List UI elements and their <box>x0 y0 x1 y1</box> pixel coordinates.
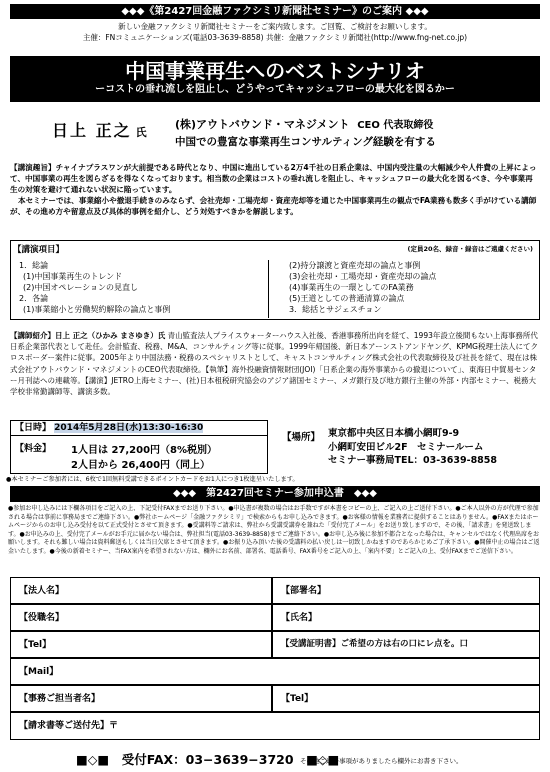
person-name-field[interactable]: 【氏名】 <box>272 604 540 631</box>
fee-label: 【料金】 <box>15 444 52 454</box>
speaker-bio <box>10 330 540 397</box>
billing-address-field[interactable]: 【請求書等ご送付先】〒 <box>10 712 540 740</box>
lecture-item: (2)持分譲渡と資産売却の論点と事例 <box>289 261 421 270</box>
seminar-date: 2014年5月28日(水)13:30-16:30 <box>54 423 204 433</box>
speaker-honorific: 氏 <box>135 126 149 139</box>
department-field[interactable]: 【部署名】 <box>272 577 540 604</box>
lecture-item: (4)事業再生の一環としてのFA業務 <box>289 283 414 292</box>
fee-second: 2人目から 26,400円（同上） <box>71 460 211 471</box>
tel-field[interactable]: 【Tel】 <box>10 631 272 658</box>
seminar-title: 中国事業再生へのベストシナリオ <box>125 59 425 83</box>
seminar-title-block <box>10 56 540 102</box>
fax-number: ■◇■ 受付FAX：03−3639−3720 ■◇■ <box>76 752 340 767</box>
lecture-item: 2．各論 <box>19 294 49 303</box>
schedule-box <box>10 420 268 474</box>
seminar-subtitle: ーコストの垂れ流しを阻止し、どうやってキャッシュフローの最大化を図るかー <box>95 84 455 95</box>
lecture-item: 1．総論 <box>19 261 49 270</box>
lecture-item: (1)中国事業再生のトレンド <box>23 272 123 281</box>
mail-field[interactable]: 【Mail】 <box>10 658 540 685</box>
certificate-field[interactable]: 【受講証明書】ご希望の方は右の口にレ点を。口 <box>272 631 540 658</box>
lecture-items-box <box>10 240 540 320</box>
speaker-company: (株)アウトバウンド・マネジメント CEO 代表取締役 <box>175 118 434 131</box>
purpose-text: チャイナプラスワンが大前提である時代となり、中国に進出している2万4千社の日系企業は、中国内受注量の大幅減少や人件費の上昇によって、中国事業の再生を図らざるを得なくなっております。相当数の企業はコストの垂れ流しを阻止し、キャッシュフローの最大化を図るべき、今や事業再生の対策を避けて通れない状況に陥っています。 <box>10 163 537 194</box>
header-line2: 主催：FNコミュニケーションズ(電話03-3639-8858) 共催：金融ファクシミリ新聞社(http://www.fng-net.co.jp) <box>82 33 468 42</box>
contact-name-field[interactable]: 【事務ご担当者名】 <box>10 685 272 712</box>
lecture-item: (3)会社売却・工場売却・資産売却の論点 <box>289 272 437 281</box>
lecture-item: 3．総括とサジェスチョン <box>289 305 382 314</box>
lecture-item: (5)王道としての普通清算の論点 <box>289 294 405 303</box>
purpose-section <box>10 162 540 217</box>
form-banner: ◆◆◆ 第2427回セミナー参加申込書 ◆◆◆ <box>10 486 540 502</box>
purpose-label: 【講演趣旨】 <box>10 163 56 172</box>
venue-address: 東京都中央区日本橋小網町9-9 小網町安田ビル2F セミナールーム セミナー事務局TEL：03-3639-8858 <box>328 428 498 466</box>
fee-first: 1人目は 27,200円（8%税別） <box>71 445 218 456</box>
bio-label: 【講師紹介】 <box>10 331 55 340</box>
bio-name: 日上 正之（ひかみ まさゆき）氏 <box>55 331 166 340</box>
header-banner: ◆◆◆《第2427回金融ファクシミリ新聞社セミナー》のご案内 ◆◆◆ <box>10 4 540 19</box>
lecture-items-left <box>19 260 269 318</box>
lecture-items-note: (定員20名、録音・録音はご遠慮ください) <box>407 245 533 253</box>
corp-name-field[interactable]: 【法人名】 <box>10 577 272 604</box>
lecture-item: (2)中国オペレーションの見直し <box>23 283 139 292</box>
lecture-items-label: 【講演項目】 <box>13 245 65 255</box>
form-notes: ●参加お申し込みには下欄各項目をご記入の上、下記受付FAXまでお送り下さい。●申込書が複数の場合はお手数ですが本書をコピーの上、ご記入の上ご送付下さい。●ご本人以外の方が代理で参加される場合は事前に事務局までご連絡下さい。●弊社ホームページ「金融ファクシミリ」で検索からもお申し込みできます。●お客様の情報を業務者に提供することはありません。●FAXまたはホームページからのお申し込み受付を以て正式受付とさせて頂きます。●受講料等ご請求は、弊社から受講受講券を兼ねた「受付完了メール」をお送り致しますので、その後、「請求書」を発送致します。●お申込みの上、受付完了メールがお手元に届かない場合は、弊社担当(電話03-3639-8858)までご連絡下さい。●お申し込み後に参加不都合となった場合は、キャンセルではなく代理出席をお願いします。それも難しい場合は資料郵送もしくは当日欠席とさせて頂きます。●お振り込み頂いた後の受講料の払い戻しは一切致しかねますのであらかじめご了承下さい。●開催中止の場合はご返金いたします。●今後の新着セミナー、当FAX案内を希望されない方は、欄外にお名前、部署名、電話番号、FAX番号をご記入の上、「案内不要」とご記入の上、受付FAXまでご送信下さい。 <box>8 505 540 555</box>
points-note: ●本セミナーご参加者には、6枚で1回無料受講できるポイントカードをお1人につき1枚進呈いたします。 <box>6 476 299 483</box>
title-role-field[interactable]: 【役職名】 <box>10 604 272 631</box>
speaker-desc: 中国での豊富な事業再生コンサルティング経験を有する <box>175 136 436 148</box>
bio-text: 青山監査法人プライスウォーターハウス入社後、香港事務所出向を経て、1993年設立後間もない上海事務所代日系企業部代表として赴任。会計監査、税務、M&A、コンサルティング等に従事。1999年帰国後、新日本アーンストアンドヤング、KPMG税理士法人にてクロスボーダー案件に従事。2005年より中国法務・税務のスペシャリストとして、キャストコンサルティング株式会社の代表取締役及び社長を経て、現在は株式会社アウトバウンド・マネジメントのCEO代表取締役。【執筆】海外投融資情報財団(JOI)「日系企業の海外事業からの撤退について」、東海日中貿易センター月刊誌への連載等。【講演】JETRO上海セミナー、(社)日本租税研究協会のアジア諸国セミナー、メガ銀行及び地方銀行主催の外部・内部セミナー、税務大学校非常勤講師等、講演多数。 <box>10 331 538 397</box>
purpose-text2: 本セミナーでは、事業縮小や撤退手続きのみならず、会社売却・工場売却・資産売却等を通じた中国事業再生の観点でFA業務も数多く手がけている講師が、その進め方や留意点及び具体的事例を紹介し、どう対処すべきかを解説します。 <box>10 196 537 216</box>
speaker-name: 日上 正之 氏 <box>52 121 149 140</box>
date-row: 【日時】 2014年5月28日(水)13:30-16:30 <box>11 421 267 436</box>
lecture-item: (1)事業縮小と労働契約解除の論点と事例 <box>23 305 171 314</box>
header-line1: 新しい金融ファクシミリ新聞社セミナーをご案内致します。ご回覧、ご検討をお願いします。 <box>118 22 432 31</box>
contact-tel-field[interactable]: 【Tel】 <box>272 685 540 712</box>
lecture-items-right <box>289 260 539 315</box>
venue-label: 【場所】 <box>282 432 321 443</box>
footer-note: その他ご連絡事項がありましたら欄外にお書き下さい。 <box>300 757 463 765</box>
